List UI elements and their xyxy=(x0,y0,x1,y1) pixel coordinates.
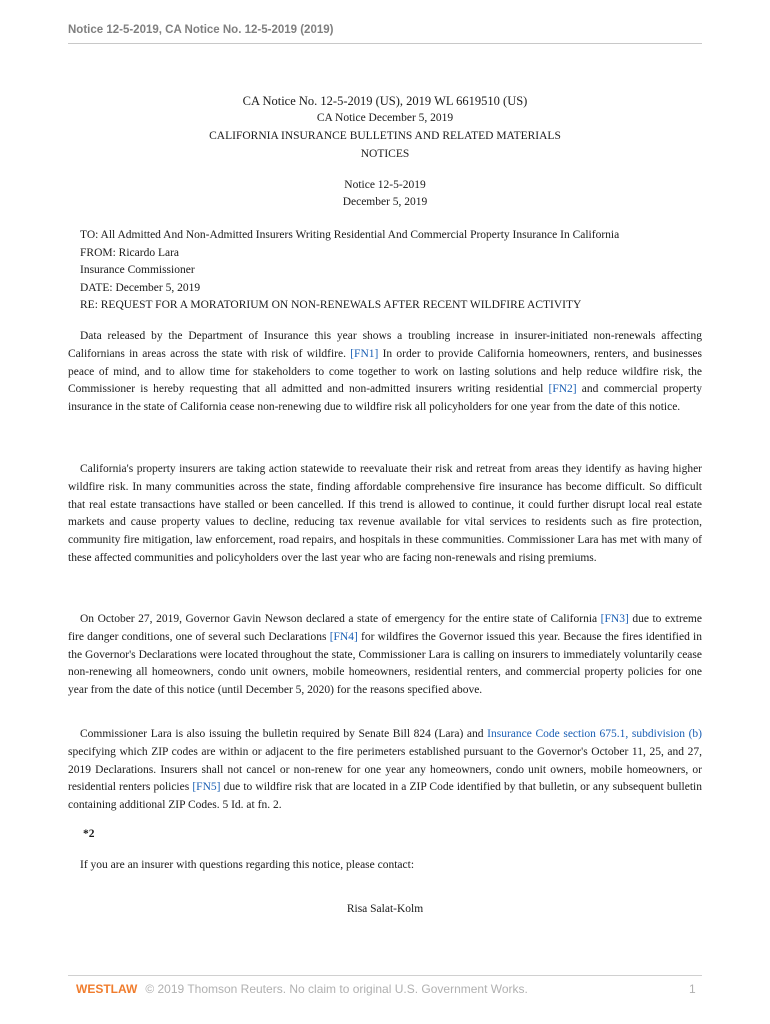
signer-name: Risa Salat-Kolm xyxy=(346,903,424,915)
memo-date: DATE: December 5, 2019 xyxy=(80,281,201,294)
running-header: Notice 12-5-2019, CA Notice No. 12-5-2019 (2019) xyxy=(68,24,334,36)
copyright-text: © 2019 Thomson Reuters. No claim to original U.S. Government Works. xyxy=(145,982,528,996)
citation-title: CA Notice No. 12-5-2019 (US), 2019 WL 6619510 (US) xyxy=(242,94,528,108)
p3-text-c: for wildfires the Governor issued this year. Because the fires identified in the Governor's Declarations were located throughout the state, Commissioner Lara is calling on insurers to immediately voluntarily cease non-renewing all homeowners, condo unit owners, mobile homeowners, residential renters, and commercial property policies for one year from the date of this notice (until December 5, 2020) for the reasons specified above. xyxy=(68,630,702,697)
footnote-link-fn1[interactable]: [FN1] xyxy=(350,347,379,360)
westlaw-logo: WESTLAW xyxy=(76,982,138,996)
memo-re: RE: REQUEST FOR A MORATORIUM ON NON-RENEWALS AFTER RECENT WILDFIRE ACTIVITY xyxy=(80,299,582,311)
footnote-link-fn2[interactable]: [FN2] xyxy=(548,383,577,396)
header-divider xyxy=(68,43,702,44)
notice-date: December 5, 2019 xyxy=(342,196,428,208)
footnote-link-fn4[interactable]: [FN4] xyxy=(329,630,358,643)
paragraph-2: California's property insurers are taking action statewide to reevaluate their risk and retreat from areas they identify as having higher wildfire risk. In many communities across the state, finding affordable comprehensive fire insurance has become difficult. So difficult that real estate transactions have stalled or been cancelled. If this trend is allowed to continue, it could further disrupt local real estate markets and cause property values to decline, reducing tax revenue available for vital services to residents such as fire protection, community fire mitigation, law enforcement, road repairs, and hospitals in these communities. Commissioner Lara has met with many of these affected communities and policyholders over the last year who are facing non-renewals and rising premiums. xyxy=(68,463,702,564)
p4-text-c: due to wildfire risk that are located in a ZIP Code identified by that bulletin, or any subsequent bulletin containing additional ZIP Codes. 5 Id. at fn. 2. xyxy=(68,781,702,812)
memo-to: TO: All Admitted And Non-Admitted Insurers Writing Residential And Commercial Property Insurance In California xyxy=(80,229,620,241)
page-marker: *2 xyxy=(83,828,95,840)
notice-date-line: CA Notice December 5, 2019 xyxy=(316,112,454,124)
footnote-link-fn3[interactable]: [FN3] xyxy=(600,613,629,625)
paragraph-3 xyxy=(68,611,702,700)
contact-line: If you are an insurer with questions regarding this notice, please contact: xyxy=(80,859,415,871)
page-number: 1 xyxy=(689,982,696,996)
memo-block xyxy=(80,227,700,315)
paragraph-1 xyxy=(68,328,702,417)
p4-text-a: Commissioner Lara is also issuing the bulletin required by Senate Bill 824 (Lara) and xyxy=(80,728,488,740)
p1-text-b: In order to provide California homeowners, renters, and businesses peace of mind, and to allow time for stakeholders to come together to work on lasting solutions and help reduce wildfire risk, the Commissioner is hereby requesting that all admitted and non-admitted insurers writing residential xyxy=(68,347,702,396)
p1-text-c: and commercial property insurance in the state of California cease non-renewing due to wildfire risk all policyholders for one year from the date of this notice. xyxy=(68,383,702,414)
p4-text-b: specifying which ZIP codes are within or adjacent to the fire perimeters established pursuant to the Governor's October 11, 25, and 27, 2019 Declarations. Insurers shall not cancel or non-renew for one year any homeowners, condo unit owners, mobile homeowners, or residential renters policies xyxy=(68,745,702,794)
paragraph-4 xyxy=(68,726,702,815)
memo-from-title: Insurance Commissioner xyxy=(80,264,195,276)
footer-divider xyxy=(68,975,702,976)
memo-from: FROM: Ricardo Lara xyxy=(80,246,180,259)
p3-text-b: due to extreme fire danger conditions, one of several such Declarations xyxy=(68,613,702,643)
footnote-link-fn5[interactable]: [FN5] xyxy=(192,781,221,794)
p3-text-a: On October 27, 2019, Governor Gavin Newson declared a state of emergency for the entire state of California xyxy=(80,613,601,625)
collection-title: CALIFORNIA INSURANCE BULLETINS AND RELATED MATERIALS xyxy=(209,130,561,142)
insurance-code-link[interactable]: Insurance Code section 675.1, subdivision (b) xyxy=(487,728,702,740)
footer xyxy=(76,982,528,996)
p1-text-a: Data released by the Department of Insurance this year shows a troubling increase in insurer-initiated non-renewals affecting Californians in areas across the state with risk of wildfire. xyxy=(68,330,702,360)
notice-number: Notice 12-5-2019 xyxy=(344,179,426,191)
section-title: NOTICES xyxy=(360,148,410,160)
